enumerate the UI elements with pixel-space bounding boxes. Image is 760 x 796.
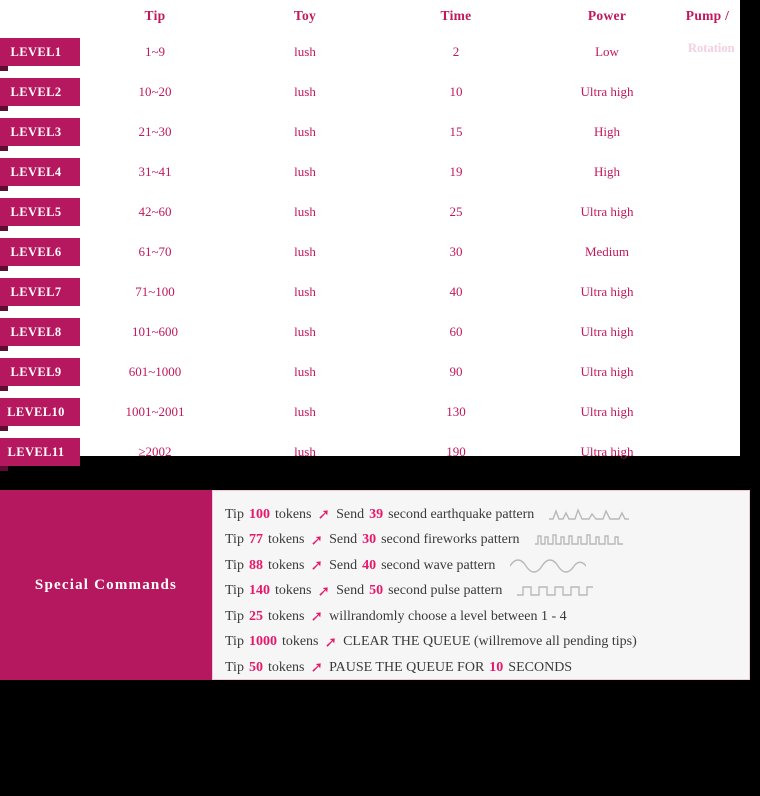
cell-toy: lush [294, 124, 316, 139]
cell-time: 190 [446, 444, 466, 459]
cell-toy: lush [294, 364, 316, 379]
cell-tip: 61~70 [138, 244, 172, 259]
arrow-right-icon: ➚ [317, 507, 331, 524]
cmd-action: CLEAR THE QUEUE (willremove all pending tips) [343, 634, 637, 650]
cell-tip: 101~600 [131, 324, 179, 339]
cell-toy: lush [294, 444, 316, 459]
table-row [0, 272, 740, 312]
special-commands-label-box [0, 490, 212, 680]
level-tag-cell [0, 432, 80, 472]
cell-time: 19 [449, 164, 463, 179]
cell-time: 15 [449, 124, 463, 139]
cmd-unit: tokens [267, 659, 305, 675]
table-row [0, 392, 740, 432]
level-tag: LEVEL1 [0, 38, 80, 66]
header-tip: Tip [144, 8, 166, 23]
level-tag-cell [0, 32, 80, 72]
cell-pump [682, 432, 740, 472]
level-tag: LEVEL11 [0, 438, 80, 466]
table-row [0, 232, 740, 272]
cmd-value: 10 [489, 659, 504, 675]
cmd-value: 40 [362, 557, 377, 573]
cell-tip: 601~1000 [128, 364, 182, 379]
cmd-action: willrandomly choose a level between 1 - 4 [329, 608, 567, 624]
cmd-unit: tokens [267, 608, 305, 624]
level-tag-cell [0, 392, 80, 432]
level-tag: LEVEL2 [0, 78, 80, 106]
cell-power: Low [595, 44, 619, 59]
cmd-prefix: Tip [225, 583, 244, 599]
cell-time: 2 [452, 44, 460, 59]
arrow-right-icon: ➚ [310, 609, 324, 626]
cell-time: 130 [446, 404, 466, 419]
cell-power: Ultra high [580, 84, 634, 99]
cmd-tail: SECONDS [508, 659, 573, 675]
cmd-value: 50 [369, 583, 384, 599]
table-row [0, 32, 740, 72]
cmd-amount: 77 [248, 532, 263, 548]
cmd-tail: second wave pattern [381, 557, 496, 573]
cell-time: 25 [449, 204, 463, 219]
cmd-prefix: Tip [225, 659, 244, 675]
cmd-tail: second fireworks pattern [381, 532, 520, 548]
cell-time: 30 [449, 244, 463, 259]
cell-tip: 71~100 [135, 284, 175, 299]
cmd-action: PAUSE THE QUEUE FOR [329, 659, 485, 675]
cmd-unit: tokens [267, 557, 305, 573]
cell-tip: 1~9 [144, 44, 166, 59]
cell-time: 90 [449, 364, 463, 379]
level-tag-cell [0, 152, 80, 192]
header-level [0, 0, 80, 32]
table-row [0, 352, 740, 392]
table-row [0, 72, 740, 112]
cell-tip: 31~41 [138, 164, 172, 179]
cell-pump [682, 272, 740, 312]
cell-toy: lush [294, 44, 316, 59]
cell-power: Ultra high [580, 324, 634, 339]
list-item [225, 553, 737, 579]
cmd-prefix: Tip [225, 532, 244, 548]
header-power: Power [587, 8, 627, 23]
cell-power: Ultra high [580, 404, 634, 419]
cmd-action: Send [329, 557, 358, 573]
list-item [225, 528, 737, 554]
cell-power: Ultra high [580, 204, 634, 219]
cmd-unit: tokens [267, 532, 305, 548]
table-row [0, 432, 740, 472]
cell-toy: lush [294, 244, 316, 259]
level-tag: LEVEL8 [0, 318, 80, 346]
cell-tip: 1001~2001 [125, 404, 185, 419]
cell-toy: lush [294, 324, 316, 339]
header-toy: Toy [293, 8, 317, 23]
arrow-right-icon: ➚ [310, 660, 324, 677]
cell-tip: 42~60 [138, 204, 172, 219]
level-tag: LEVEL6 [0, 238, 80, 266]
level-tag-cell [0, 192, 80, 232]
cmd-value: 30 [362, 532, 377, 548]
cell-pump [682, 392, 740, 432]
level-tag-cell [0, 72, 80, 112]
arrow-right-icon: ➚ [317, 583, 331, 600]
cmd-action: Send [336, 506, 365, 522]
table-row [0, 152, 740, 192]
sine-wave-icon [510, 558, 586, 574]
cell-pump [682, 192, 740, 232]
arrow-right-icon: ➚ [324, 634, 338, 651]
level-tag: LEVEL3 [0, 118, 80, 146]
cmd-amount: 25 [248, 608, 263, 624]
cell-toy: lush [294, 404, 316, 419]
cmd-action: Send [336, 583, 365, 599]
level-tag-cell [0, 232, 80, 272]
cmd-unit: tokens [274, 506, 312, 522]
list-item [225, 604, 737, 630]
cmd-action: Send [329, 532, 358, 548]
cell-pump [682, 232, 740, 272]
cell-tip: 10~20 [138, 84, 172, 99]
header-pump-rotation: Rotation [688, 41, 735, 55]
list-item [225, 579, 737, 605]
list-item [225, 502, 737, 528]
level-tag: LEVEL7 [0, 278, 80, 306]
cell-pump [682, 72, 740, 112]
cell-time: 60 [449, 324, 463, 339]
cmd-prefix: Tip [225, 608, 244, 624]
cmd-amount: 100 [248, 506, 270, 522]
cell-toy: lush [294, 284, 316, 299]
level-tag-cell [0, 312, 80, 352]
list-item [225, 630, 737, 656]
cell-power: Medium [584, 244, 630, 259]
level-tag: LEVEL9 [0, 358, 80, 386]
level-tag-cell [0, 112, 80, 152]
cmd-unit: tokens [281, 634, 319, 650]
list-item [225, 655, 737, 681]
cell-power: Ultra high [580, 364, 634, 379]
table-row [0, 192, 740, 232]
level-tag: LEVEL10 [0, 398, 80, 426]
cell-time: 40 [449, 284, 463, 299]
header-time: Time [440, 8, 472, 23]
level-tag-cell [0, 272, 80, 312]
table-header-row [0, 0, 740, 32]
level-tag: LEVEL5 [0, 198, 80, 226]
header-pump: Pump / [685, 8, 730, 23]
cmd-unit: tokens [274, 583, 312, 599]
cell-power: Ultra high [580, 284, 634, 299]
pulse-wave-icon [517, 583, 593, 599]
special-commands-panel [0, 490, 750, 680]
cmd-amount: 140 [248, 583, 270, 599]
table-row [0, 312, 740, 352]
cell-tip: ≥2002 [138, 444, 172, 459]
earthquake-wave-icon [549, 507, 629, 523]
special-commands-title: Special Commands [34, 576, 178, 593]
cmd-amount: 50 [248, 659, 263, 675]
fireworks-wave-icon [535, 532, 623, 548]
cell-pump [682, 152, 740, 192]
cell-pump [682, 112, 740, 152]
special-commands-list [212, 490, 750, 680]
cell-tip: 21~30 [138, 124, 172, 139]
cmd-tail: second pulse pattern [388, 583, 503, 599]
cmd-tail: second earthquake pattern [388, 506, 535, 522]
cell-toy: lush [294, 204, 316, 219]
arrow-right-icon: ➚ [310, 558, 324, 575]
cell-power: High [594, 164, 620, 179]
cmd-amount: 88 [248, 557, 263, 573]
table-row [0, 112, 740, 152]
level-tag-cell [0, 352, 80, 392]
cell-power: High [594, 124, 620, 139]
level-tag: LEVEL4 [0, 158, 80, 186]
cmd-prefix: Tip [225, 634, 244, 650]
arrow-right-icon: ➚ [310, 532, 324, 549]
cmd-value: 39 [369, 506, 384, 522]
cell-pump [682, 352, 740, 392]
cmd-prefix: Tip [225, 557, 244, 573]
cmd-amount: 1000 [248, 634, 277, 650]
cmd-prefix: Tip [225, 506, 244, 522]
table-body [0, 32, 740, 472]
cell-toy: lush [294, 84, 316, 99]
cell-toy: lush [294, 164, 316, 179]
cell-time: 10 [449, 84, 463, 99]
cell-power: Ultra high [580, 444, 634, 459]
cell-pump [682, 312, 740, 352]
